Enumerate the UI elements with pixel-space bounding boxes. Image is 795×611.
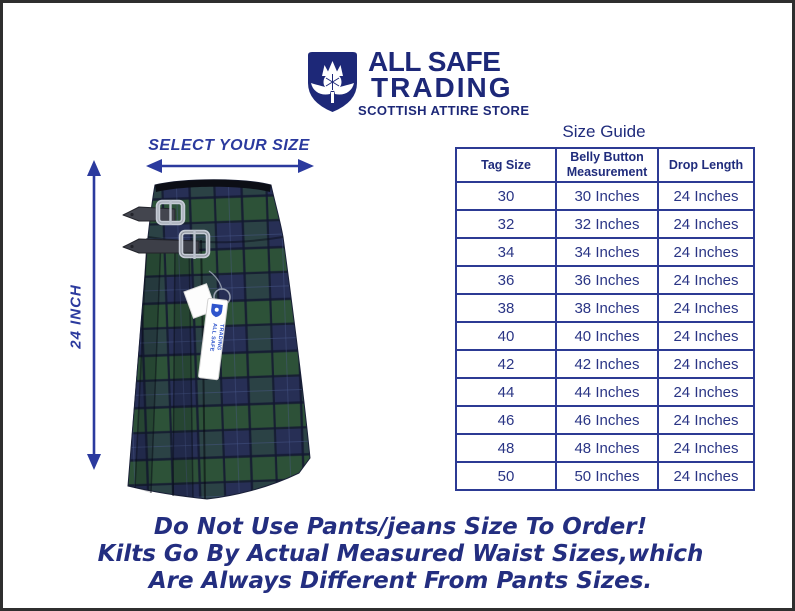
size-cell: 24 Inches <box>658 462 754 490</box>
footer-note-line3: Are Always Different From Pants Sizes. <box>148 568 653 594</box>
size-cell: 24 Inches <box>658 378 754 406</box>
tag-text-line2: TRADING <box>215 323 225 351</box>
size-cell: 36 <box>456 266 556 294</box>
select-size-label: SELECT YOUR SIZE <box>148 137 310 154</box>
size-row <box>456 238 754 266</box>
size-cell: 46 Inches <box>556 406 658 434</box>
width-arrow-icon <box>145 156 315 176</box>
size-cell: 44 <box>456 378 556 406</box>
size-guide-table <box>455 147 755 491</box>
size-cell: 30 Inches <box>556 182 658 210</box>
size-cell: 38 Inches <box>556 294 658 322</box>
col-header-belly-button: Belly Button Measurement <box>556 148 658 182</box>
size-row <box>456 322 754 350</box>
size-cell: 36 Inches <box>556 266 658 294</box>
size-cell: 34 <box>456 238 556 266</box>
size-row <box>456 406 754 434</box>
size-cell: 42 <box>456 350 556 378</box>
header-row <box>456 148 754 182</box>
size-cell: 24 Inches <box>658 210 754 238</box>
size-guide-title: Size Guide <box>562 122 646 141</box>
size-row <box>456 266 754 294</box>
size-cell: 24 Inches <box>658 406 754 434</box>
brand-name-line1: ALL SAFE <box>368 46 501 77</box>
size-cell: 24 Inches <box>658 322 754 350</box>
size-cell: 40 <box>456 322 556 350</box>
footer-note <box>3 514 795 595</box>
col-header-drop-length: Drop Length <box>658 148 754 182</box>
size-cell: 24 Inches <box>658 182 754 210</box>
size-row <box>456 182 754 210</box>
size-row <box>456 378 754 406</box>
col-header-tag-size: Tag Size <box>456 148 556 182</box>
size-cell: 50 <box>456 462 556 490</box>
size-cell: 24 Inches <box>658 350 754 378</box>
size-cell: 32 <box>456 210 556 238</box>
size-row <box>456 462 754 490</box>
drop-length-label: 24 INCH <box>67 284 85 349</box>
size-row <box>456 434 754 462</box>
tag-text-line1: ALL SAFE <box>208 322 218 352</box>
size-cell: 24 Inches <box>658 238 754 266</box>
size-cell: 30 <box>456 182 556 210</box>
size-cell: 48 <box>456 434 556 462</box>
size-row <box>456 294 754 322</box>
size-cell: 24 Inches <box>658 266 754 294</box>
footer-note-line2: Kilts Go By Actual Measured Waist Sizes,which <box>97 541 704 567</box>
size-row <box>456 210 754 238</box>
size-cell: 34 Inches <box>556 238 658 266</box>
size-cell: 24 Inches <box>658 434 754 462</box>
height-arrow-icon <box>83 159 105 471</box>
size-row <box>456 350 754 378</box>
size-cell: 42 Inches <box>556 350 658 378</box>
size-cell: 46 <box>456 406 556 434</box>
size-cell: 38 <box>456 294 556 322</box>
footer-note-line1: Do Not Use Pants/jeans Size To Order! <box>153 514 648 540</box>
size-cell: 32 Inches <box>556 210 658 238</box>
brand-logo <box>304 46 530 118</box>
size-cell: 24 Inches <box>658 294 754 322</box>
thistle-shield-icon <box>304 49 361 115</box>
size-cell: 50 Inches <box>556 462 658 490</box>
brand-name-line2: TRADING <box>371 72 513 103</box>
kilt-image <box>111 175 323 515</box>
size-cell: 40 Inches <box>556 322 658 350</box>
brand-tagline: SCOTTISH ATTIRE STORE <box>358 103 530 118</box>
size-cell: 44 Inches <box>556 378 658 406</box>
size-cell: 48 Inches <box>556 434 658 462</box>
